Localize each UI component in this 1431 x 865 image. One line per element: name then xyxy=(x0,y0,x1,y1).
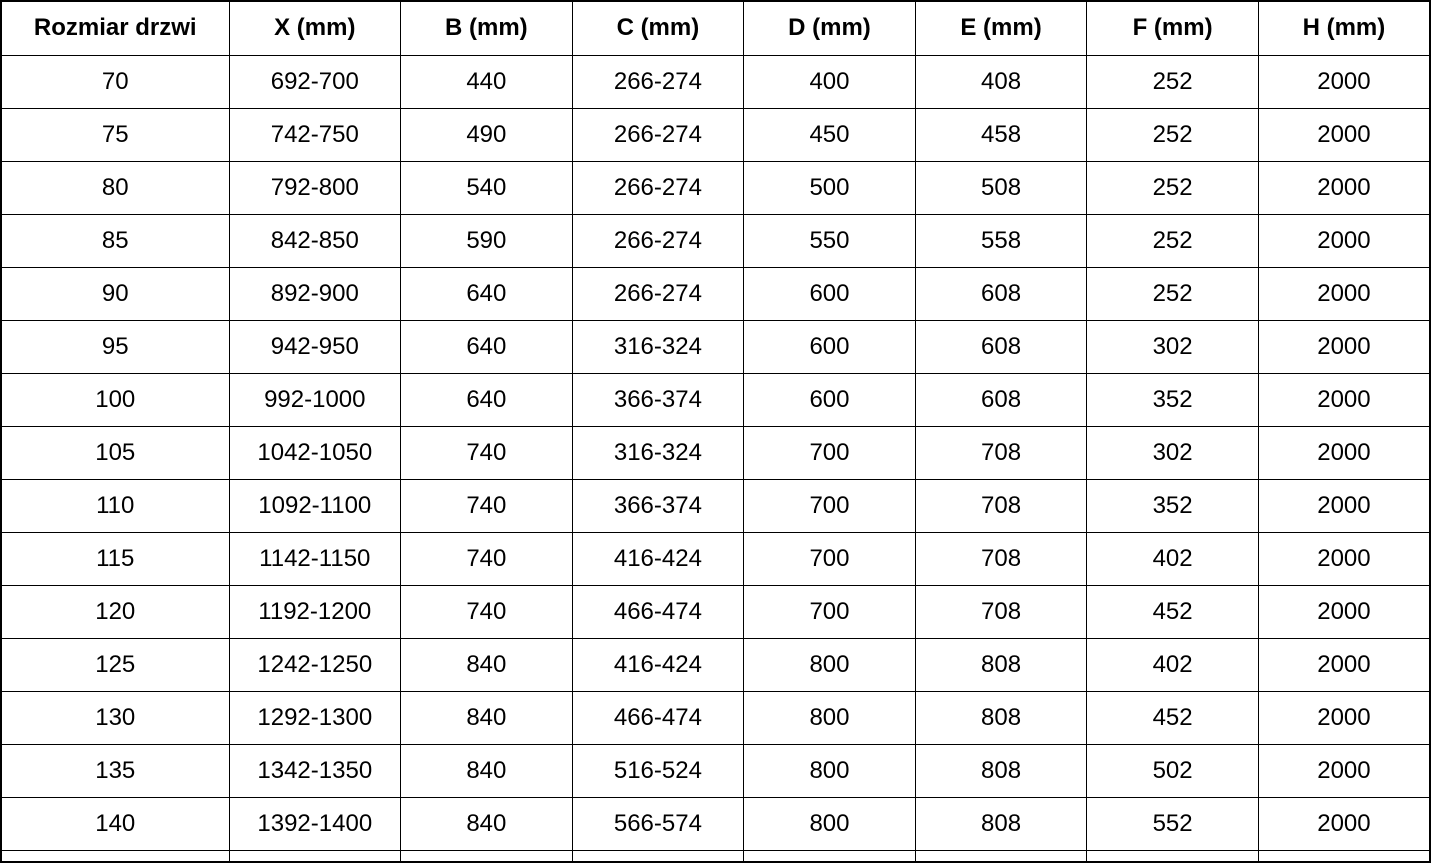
table-cell-e-mm: 608 xyxy=(915,373,1087,426)
table-row xyxy=(1,108,1430,161)
table-cell-c-mm: 466-474 xyxy=(572,585,744,638)
table-cell-b-mm: 840 xyxy=(401,744,573,797)
table-cell-d-mm: 800 xyxy=(744,691,916,744)
table-cell-b-mm: 740 xyxy=(401,532,573,585)
table-cell-c-mm: 266-274 xyxy=(572,161,744,214)
table-cell-empty xyxy=(744,850,916,862)
table-cell-d-mm: 800 xyxy=(744,797,916,850)
table-cell-b-mm: 840 xyxy=(401,638,573,691)
table-cell-x-mm: 1092-1100 xyxy=(229,479,401,532)
table-cell-rozmiar-drzwi: 120 xyxy=(1,585,229,638)
table-cell-x-mm: 1342-1350 xyxy=(229,744,401,797)
table-cell-rozmiar-drzwi: 140 xyxy=(1,797,229,850)
table-cell-rozmiar-drzwi: 115 xyxy=(1,532,229,585)
table-cell-x-mm: 1292-1300 xyxy=(229,691,401,744)
table-cell-e-mm: 708 xyxy=(915,479,1087,532)
table-cell-f-mm: 302 xyxy=(1087,426,1259,479)
table-cell-b-mm: 440 xyxy=(401,55,573,108)
table-cell-h-mm: 2000 xyxy=(1258,55,1430,108)
table-cell-e-mm: 458 xyxy=(915,108,1087,161)
table-cell-b-mm: 640 xyxy=(401,320,573,373)
table-cell-d-mm: 600 xyxy=(744,320,916,373)
table-cell-x-mm: 1242-1250 xyxy=(229,638,401,691)
table-cell-b-mm: 640 xyxy=(401,267,573,320)
table-cell-h-mm: 2000 xyxy=(1258,267,1430,320)
table-cell-f-mm: 552 xyxy=(1087,797,1259,850)
table-cell-x-mm: 1192-1200 xyxy=(229,585,401,638)
table-cell-f-mm: 252 xyxy=(1087,108,1259,161)
table-row xyxy=(1,744,1430,797)
table-cell-e-mm: 558 xyxy=(915,214,1087,267)
table-cell-c-mm: 566-574 xyxy=(572,797,744,850)
table-row xyxy=(1,373,1430,426)
table-cell-c-mm: 466-474 xyxy=(572,691,744,744)
table-cell-empty xyxy=(401,850,573,862)
table-cell-h-mm: 2000 xyxy=(1258,373,1430,426)
column-header-e-mm: E (mm) xyxy=(915,1,1087,55)
table-row xyxy=(1,532,1430,585)
table-cell-b-mm: 540 xyxy=(401,161,573,214)
table-cell-x-mm: 842-850 xyxy=(229,214,401,267)
table-cell-c-mm: 416-424 xyxy=(572,532,744,585)
column-header-x-mm: X (mm) xyxy=(229,1,401,55)
table-row xyxy=(1,479,1430,532)
table-row xyxy=(1,161,1430,214)
table-cell-h-mm: 2000 xyxy=(1258,638,1430,691)
table-cell-h-mm: 2000 xyxy=(1258,585,1430,638)
table-cell-rozmiar-drzwi: 80 xyxy=(1,161,229,214)
table-cell-h-mm: 2000 xyxy=(1258,744,1430,797)
table-cell-f-mm: 402 xyxy=(1087,532,1259,585)
table-row xyxy=(1,426,1430,479)
table-cell-x-mm: 1042-1050 xyxy=(229,426,401,479)
table-cell-x-mm: 742-750 xyxy=(229,108,401,161)
table-cell-b-mm: 740 xyxy=(401,585,573,638)
table-cell-b-mm: 740 xyxy=(401,426,573,479)
size-table-body xyxy=(1,55,1430,862)
table-cell-b-mm: 490 xyxy=(401,108,573,161)
table-cell-empty xyxy=(1258,850,1430,862)
table-cell-h-mm: 2000 xyxy=(1258,161,1430,214)
table-cell-rozmiar-drzwi: 90 xyxy=(1,267,229,320)
table-cell-f-mm: 452 xyxy=(1087,585,1259,638)
table-cell-rozmiar-drzwi: 95 xyxy=(1,320,229,373)
table-cell-c-mm: 366-374 xyxy=(572,373,744,426)
table-row xyxy=(1,797,1430,850)
table-cell-rozmiar-drzwi: 110 xyxy=(1,479,229,532)
table-cell-c-mm: 266-274 xyxy=(572,108,744,161)
table-cell-f-mm: 252 xyxy=(1087,214,1259,267)
table-cell-e-mm: 708 xyxy=(915,585,1087,638)
table-cell-d-mm: 700 xyxy=(744,585,916,638)
table-cell-h-mm: 2000 xyxy=(1258,214,1430,267)
table-cell-b-mm: 640 xyxy=(401,373,573,426)
table-cell-x-mm: 1142-1150 xyxy=(229,532,401,585)
table-row xyxy=(1,638,1430,691)
table-cell-d-mm: 700 xyxy=(744,426,916,479)
table-cell-h-mm: 2000 xyxy=(1258,691,1430,744)
table-cell-e-mm: 608 xyxy=(915,320,1087,373)
column-header-f-mm: F (mm) xyxy=(1087,1,1259,55)
table-cell-rozmiar-drzwi: 130 xyxy=(1,691,229,744)
table-cell-d-mm: 800 xyxy=(744,638,916,691)
table-cell-f-mm: 502 xyxy=(1087,744,1259,797)
table-cell-f-mm: 452 xyxy=(1087,691,1259,744)
table-cell-e-mm: 808 xyxy=(915,797,1087,850)
table-cell-x-mm: 692-700 xyxy=(229,55,401,108)
table-cell-b-mm: 590 xyxy=(401,214,573,267)
table-cell-rozmiar-drzwi: 70 xyxy=(1,55,229,108)
table-cell-h-mm: 2000 xyxy=(1258,320,1430,373)
table-cell-h-mm: 2000 xyxy=(1258,532,1430,585)
table-cell-h-mm: 2000 xyxy=(1258,797,1430,850)
column-header-b-mm: B (mm) xyxy=(401,1,573,55)
table-cell-c-mm: 266-274 xyxy=(572,214,744,267)
table-cell-empty xyxy=(1087,850,1259,862)
table-cell-x-mm: 942-950 xyxy=(229,320,401,373)
table-cell-c-mm: 416-424 xyxy=(572,638,744,691)
table-cell-h-mm: 2000 xyxy=(1258,426,1430,479)
table-cell-c-mm: 516-524 xyxy=(572,744,744,797)
table-cell-d-mm: 600 xyxy=(744,267,916,320)
table-cell-h-mm: 2000 xyxy=(1258,479,1430,532)
table-cell-rozmiar-drzwi: 85 xyxy=(1,214,229,267)
table-cell-d-mm: 800 xyxy=(744,744,916,797)
table-cell-e-mm: 408 xyxy=(915,55,1087,108)
table-cell-f-mm: 352 xyxy=(1087,373,1259,426)
table-cell-empty xyxy=(229,850,401,862)
table-cell-e-mm: 608 xyxy=(915,267,1087,320)
table-cell-c-mm: 266-274 xyxy=(572,55,744,108)
table-cell-f-mm: 402 xyxy=(1087,638,1259,691)
column-header-rozmiar-drzwi: Rozmiar drzwi xyxy=(1,1,229,55)
size-table-head xyxy=(1,1,1430,55)
table-cell-c-mm: 366-374 xyxy=(572,479,744,532)
table-cell-e-mm: 808 xyxy=(915,691,1087,744)
table-row xyxy=(1,267,1430,320)
table-cell-rozmiar-drzwi: 125 xyxy=(1,638,229,691)
table-cell-c-mm: 316-324 xyxy=(572,426,744,479)
table-cell-b-mm: 740 xyxy=(401,479,573,532)
column-header-c-mm: C (mm) xyxy=(572,1,744,55)
table-cell-c-mm: 266-274 xyxy=(572,267,744,320)
table-cell-f-mm: 352 xyxy=(1087,479,1259,532)
table-cell-x-mm: 1392-1400 xyxy=(229,797,401,850)
table-cell-empty xyxy=(915,850,1087,862)
table-cell-empty xyxy=(1,850,229,862)
table-row-partial xyxy=(1,850,1430,862)
table-cell-d-mm: 700 xyxy=(744,532,916,585)
table-cell-x-mm: 992-1000 xyxy=(229,373,401,426)
table-cell-d-mm: 700 xyxy=(744,479,916,532)
table-row xyxy=(1,55,1430,108)
table-cell-e-mm: 508 xyxy=(915,161,1087,214)
column-header-d-mm: D (mm) xyxy=(744,1,916,55)
table-cell-empty xyxy=(572,850,744,862)
table-cell-f-mm: 252 xyxy=(1087,55,1259,108)
table-cell-c-mm: 316-324 xyxy=(572,320,744,373)
column-header-h-mm: H (mm) xyxy=(1258,1,1430,55)
table-cell-d-mm: 400 xyxy=(744,55,916,108)
table-cell-rozmiar-drzwi: 135 xyxy=(1,744,229,797)
table-cell-f-mm: 252 xyxy=(1087,267,1259,320)
table-row xyxy=(1,585,1430,638)
table-cell-b-mm: 840 xyxy=(401,797,573,850)
header-row xyxy=(1,1,1430,55)
table-cell-e-mm: 708 xyxy=(915,532,1087,585)
table-cell-d-mm: 500 xyxy=(744,161,916,214)
table-cell-f-mm: 252 xyxy=(1087,161,1259,214)
table-row xyxy=(1,320,1430,373)
table-cell-rozmiar-drzwi: 100 xyxy=(1,373,229,426)
table-row xyxy=(1,214,1430,267)
table-cell-x-mm: 892-900 xyxy=(229,267,401,320)
table-cell-d-mm: 600 xyxy=(744,373,916,426)
table-cell-e-mm: 808 xyxy=(915,744,1087,797)
table-cell-rozmiar-drzwi: 75 xyxy=(1,108,229,161)
table-cell-e-mm: 808 xyxy=(915,638,1087,691)
table-cell-f-mm: 302 xyxy=(1087,320,1259,373)
table-cell-d-mm: 450 xyxy=(744,108,916,161)
table-cell-b-mm: 840 xyxy=(401,691,573,744)
table-cell-e-mm: 708 xyxy=(915,426,1087,479)
table-cell-x-mm: 792-800 xyxy=(229,161,401,214)
table-cell-d-mm: 550 xyxy=(744,214,916,267)
table-row xyxy=(1,691,1430,744)
table-cell-rozmiar-drzwi: 105 xyxy=(1,426,229,479)
table-cell-h-mm: 2000 xyxy=(1258,108,1430,161)
